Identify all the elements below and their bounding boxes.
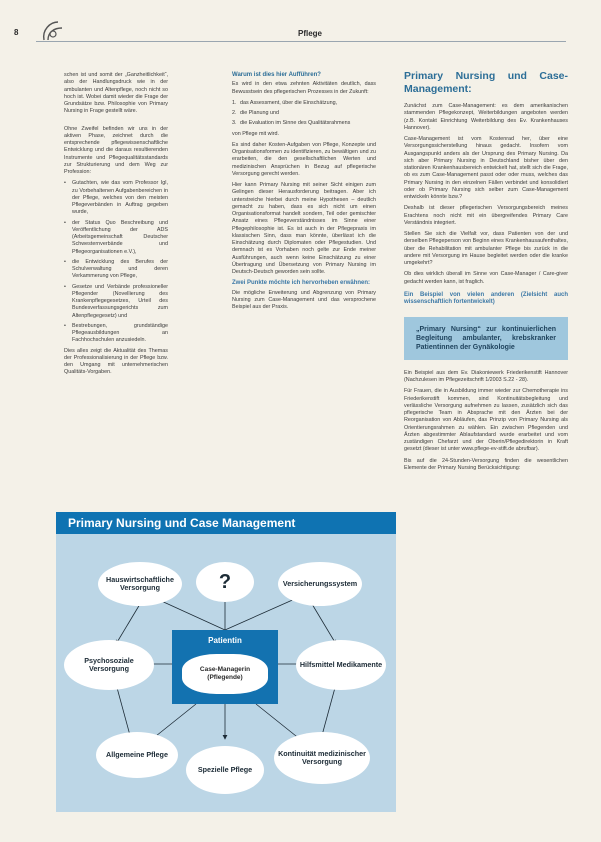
- node-housekeeping: Hauswirtschaftliche Versorgung: [98, 562, 182, 606]
- list-item: • die Entwicklung des Berufes der Schulverwaltung und deren Verkammerung von Pflege,: [64, 259, 168, 281]
- paragraph: Ohne Zweifel befinden wir uns in der aktiven Phase, zeichnet durch die entsprechende pflegewissenschaftliche Entwicklung und die daraus resultierenden Instrumente und Pflegequalitätsstandards zur Strukturierung und dem Weg zur Profession:: [64, 125, 168, 175]
- case-manager-bubble: [182, 654, 268, 694]
- node-unknown: ?: [196, 562, 254, 602]
- list-item: • Bestrebungen, grundständige Pflegeausbildungen an Fachhochschulen anzusiedeln.: [64, 323, 168, 345]
- paragraph: Hier kann Primary Nursing mit seiner Sicht einigen zum Gelingen dieser Herausforderung beitragen. Aber ich unterstreiche hierbei durch meine Hypothesen – deutlich gemacht zu haben, dass es sich nicht um einen Organisationsformat handelt sondern, Teil oder gemischter Ansatz eines Pflegeverständnisses im Sinne einer Pflegephilosophie ist. Es ist auch in der Pflegepraxis im klassischen Sinn, dass man könnte, überlässt ich die Einschätzung durch Diplomaten oder Pflegestudien. Und demnach ist es Vorhaben noch gelte zur Ende meiner Ausführungen, auch wenn keine Einschätzung zu einer Übertragung und Übersetzung von Primary Nursing im Deutsch-Deutsch geworden sein sollte.: [232, 182, 376, 275]
- node-general-care: Allgemeine Pflege: [96, 732, 178, 778]
- paragraph: Deshalb ist dieser pflegerischen Versorgungsbereich meines Erachtens noch nicht mit ein übergreifendes Primary Care Verständnis integriert.: [404, 205, 568, 226]
- subheading: Warum ist dies hier Aufführen?: [232, 72, 321, 78]
- highlight-title: „Primary Nursing“ zur kontinuierlichen Begleitung ambulanter, krebskranker Patientinnen der Gynäkologie: [416, 325, 556, 351]
- case-management-diagram: [56, 512, 396, 812]
- paragraph: Für Frauen, die in Ausbildung immer wieder zur Chemotherapie ins Friederikenstift kommen, sind Kontinuitätsbegleitung und verlässliche Versorgung aufnehmen zu lassen, zusätzlich sich das pflegerische Team in Absprache mit den Ärzten bei der Reorganisation von Abläufen, das Prinzip von Primary Nursing als Orientierungsrahmen zu wählen. Ein zwischen Pflegenden und Ärzten abgestimmter Ablaufstandard wurde erarbeitet und vom zuständigen Chefarzt und der Oberin/Pflegedirektorin in Kraft gesetzt (dieser ist unter www.pflege-ev-stift.de abrufbar).: [404, 388, 568, 453]
- paragraph: von Pflege mit wird.: [232, 130, 280, 137]
- paragraph: Es sind daher Kosten-Aufgaben von Pflege, Konzepte und Organisationsformen zu identifizieren, zu bewältigen und zu erarbeiten, die den gesellschaftlichen Werten und medizinischen Ansprüchen in Bezug auf pflegerische Versorgung gerecht werden.: [232, 141, 376, 177]
- list-item: • Gesetze und Verbände professioneller Pflegender (Novellierung des Krankenpflegegesetzes, Urteil des Bundesverfassungsgerichts zum Altenpflegegesetz) und: [64, 284, 168, 320]
- bullet-list: [64, 180, 168, 344]
- node-medical-continuity: Kontinuität medizinischer Versorgung: [274, 732, 370, 784]
- paragraph: Dies alles zeigt die Aktualität des Themas der Professionalisierung in der Pflege bzw. den Umgang mit unternehmerischen Qualitäts-Vorgaben.: [64, 347, 168, 376]
- numbered-list: [232, 100, 376, 128]
- highlight-box: [404, 317, 568, 360]
- node-insurance: Versicherungssystem: [278, 562, 362, 606]
- list-item: • der Status Quo Beschreibung und Veröffentlichung der ADS (Arbeitsgemeinschaft Deutscher Schwesternverbände und Pflegeorganisationen e.V.),: [64, 220, 168, 256]
- diagram-title: Primary Nursing und Case Management: [56, 512, 396, 534]
- paragraph: Es wird in den etwa zehnten Aktivitäten deutlich, dass Bewusstsein des pflegerischen Prozesses in der Zukunft:: [232, 81, 376, 95]
- list-item: 2. die Planung und: [232, 110, 376, 117]
- paragraph: Case-Management ist vom Kostenrad her, über eine Versorgungssicherstellung hinaus gedacht. Insofern vom Ausgangspunkt anders als der Ursprung des Primary Nursing. Da sich aber Primary Nursing in Deutschland bisher über den stationären Krankenhausbereich entwickelt hat, stellt sich die Frage, ob es zum Case-Management passt oder oder muss, welches das Primary Nursing in den einzelnen Fällen verbindet und konsolidiert oder ob Primary Nursing sich selber zum Case-Management entwickeln könnte bzw.?: [404, 136, 568, 200]
- list-item: • Gutachten, wie das vom Professor Igl, zu Vorbehaltenen Aufgabenbereichen in der Pflege, welches von den meisten Pflegeverbänden in Auftrag gegeben wurde,: [64, 180, 168, 216]
- patient-label: Patientin: [208, 636, 242, 645]
- page-number: 8: [14, 28, 19, 37]
- paragraph: Ein Beispiel aus dem Ev. Diakoniewerk Friederikenstift Hannover (Nachzulesen im Pflegezeitschrift 1/2003 S.22 - 28).: [404, 369, 568, 383]
- node-psychosocial: Psychosoziale Versorgung: [64, 640, 154, 690]
- subheading: Zwei Punkte möchte ich hervorheben erwähnen:: [232, 280, 371, 287]
- case-manager-sublabel: (Pflegende): [207, 674, 243, 681]
- case-manager-label: Case-Managerin: [199, 666, 251, 673]
- link-heading[interactable]: Ein Beispiel von vielen anderen (Zielsicht auch wissenschaftlich fortentwickelt): [404, 291, 568, 306]
- paragraph: Die mögliche Erweiterung und Abgrenzung von Primary Nursing zum Case-Management und das versprochene Beispiel aus der Praxis.: [232, 289, 376, 310]
- node-aids-medication: Hilfsmittel Medikamente: [296, 640, 386, 690]
- node-special-care: Spezielle Pflege: [186, 746, 264, 794]
- list-item: 3. die Evaluation im Sinne des Qualitätsrahmens: [232, 120, 376, 127]
- column-2: [232, 72, 376, 315]
- paragraph: Ob dies wirklich überall im Sinne von Case-Manager / Care-giver gedacht werden kann, ist fraglich.: [404, 271, 568, 285]
- paragraph: schen ist und somit der „Ganzheitlichkeit“, also der Handlungsdruck wie in der ambulanten und Altenpflege, noch nicht so hoch ist. Wobei damit wieder die Frage der Grundsätze bzw. Philosophie von Primary Nursing in Frage gestellt wäre.: [64, 72, 168, 115]
- paragraph: Bis auf die 24-Stunden-Versorgung finden die wesentlichen Elemente der Primary Nursing Berücksichtigung:: [404, 457, 568, 471]
- paragraph: Stellen Sie sich die Vielfalt vor, dass Patienten von der und derselben Pflegeperson von Beginn eines Krankenhausaufenthaltes, über die Rehabilitation mit ambulanter Pflege bis zurück in die andere mit Versorgung im Hause begleitet werden oder die kranke umgekehrt?: [404, 231, 568, 266]
- column-3: [404, 70, 568, 476]
- column-heading: Primary Nursing und Case-Management:: [404, 70, 568, 95]
- patient-box: [172, 630, 278, 704]
- list-item: 1. das Assessment, über die Einschätzung,: [232, 100, 376, 107]
- section-title: Pflege: [298, 29, 323, 38]
- paragraph: Zunächst zum Case-Management: es dem amerikanischen stammenden Pflegekonzept, Weiterbildungen angeboten werden (z.B. Kontakt Einrichtung Weiterbildung des Ev. Krankenhauses Hannover).: [404, 103, 568, 131]
- column-1: [64, 72, 168, 381]
